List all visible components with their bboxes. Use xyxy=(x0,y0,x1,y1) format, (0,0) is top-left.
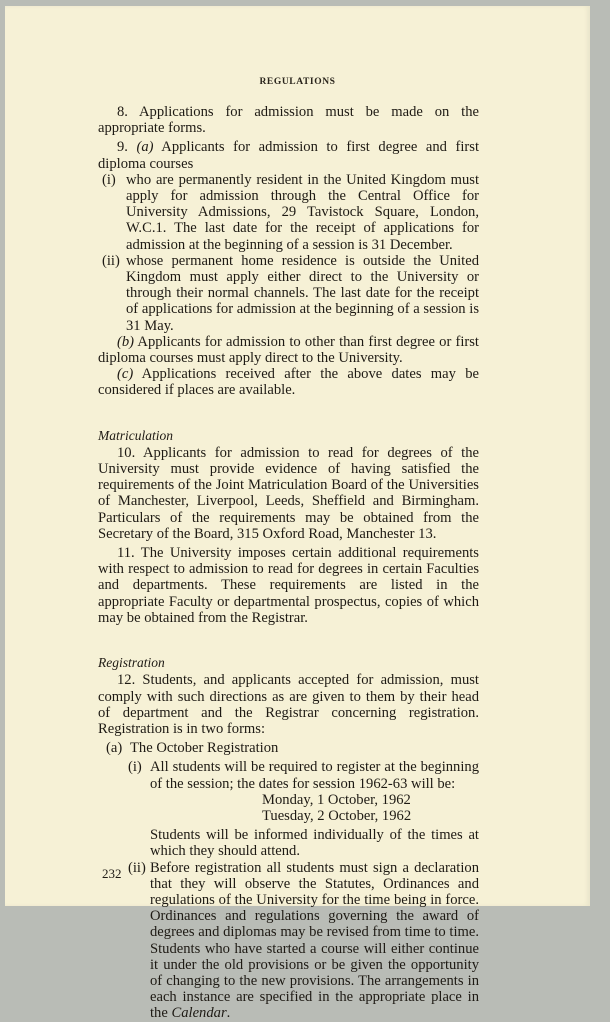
clause-text: who are permanently resident in the United Kingdom must apply for admission through the Central Office for University Admissions, 29 Tavistock Square, London, W.C.1. The last date for the receipt of applications for admission at the beginning of a session is 31 December. xyxy=(126,171,479,253)
running-head: REGULATIONS xyxy=(259,77,336,87)
clause-label: (i) xyxy=(128,759,142,776)
paragraph-9c xyxy=(98,366,479,398)
clause-text: Applicants for admission to other than first degree or first diploma courses must apply direct to the University. xyxy=(98,333,479,367)
clause-9a-i xyxy=(98,172,479,253)
paragraph-11: 11. The University imposes certain additional requirements with respect to admission to read for degrees in certain Faculties and departments. These requirements are listed in the appropriate Faculty or departmental prospectus, copies of which may be obtained from the Registrar. xyxy=(98,545,479,626)
section-heading-matriculation: Matriculation xyxy=(98,427,173,443)
section-heading-registration: Registration xyxy=(98,655,165,671)
registration-date: Tuesday, 2 October, 1962 xyxy=(262,807,412,824)
clause-9a-ii xyxy=(98,253,479,334)
clause-body: Before registration all students must sign a declaration that they will observe the Statutes, Ordinances and regulations of the University for the time being in force. Ordinances and regulations governing the award of degrees and diplomas may be revised from time to time. Students who have started a course will either continue it under the old provisions or be given the opportunity of changing to the new provisions. The arrangements in each instance are specified in the appropriate place in the xyxy=(150,859,479,1022)
clause-12a-i xyxy=(98,759,479,791)
clause-12a xyxy=(98,740,479,756)
clause-label: (i) xyxy=(102,171,116,188)
clause-text xyxy=(150,860,479,1022)
calendar-reference: Calendar xyxy=(171,1005,227,1022)
paragraph-9b xyxy=(98,334,479,366)
clause-label: (ii) xyxy=(102,252,120,269)
document-page xyxy=(5,6,590,1022)
clause-label: (ii) xyxy=(128,859,146,876)
clause-text: Applicants for admission to first degree and first diploma courses xyxy=(98,139,480,172)
paragraph-number: 9. xyxy=(117,139,137,156)
registration-date: Monday, 1 October, 1962 xyxy=(262,791,411,808)
clause-text: Applications received after the above dates may be considered if places are available. xyxy=(98,366,479,399)
clause-end: . xyxy=(226,1005,231,1022)
paragraph-10: 10. Applicants for admission to read for degrees of the University must provide evidence of having satisfied the requirements of the Joint Matriculation Board of the Universities of Manchester, Liverpool, Leeds, Sheffield and Birmingham. Particulars of the requirements may be obtained from the Secretary of the Board, 315 Oxford Road, Manchester 13. xyxy=(98,444,479,542)
page-number: 232 xyxy=(102,866,122,881)
paragraph-8: 8. Applications for admission must be made on the appropriate forms. xyxy=(98,104,479,137)
paragraph-12: 12. Students, and applicants accepted for admission, must comply with such directions as are given to them by their head of department and the Registrar concerning registration. Registration is in two forms: xyxy=(98,672,479,737)
page-body xyxy=(98,104,479,1022)
clause-letter: (c) xyxy=(117,366,134,383)
clause-label: (a) xyxy=(106,740,123,757)
clause-12a-ii xyxy=(98,860,479,1022)
paragraph-9a xyxy=(98,139,479,171)
clause-text: All students will be required to register at the beginning of the session; the dates for session 1962-63 will be: xyxy=(150,759,479,792)
clause-letter: (b) xyxy=(117,333,135,350)
clause-text: The October Registration xyxy=(130,740,279,757)
clause-text: whose permanent home residence is outside the United Kingdom must apply either direct to the University or through their normal channels. The last date for the receipt of applications for admission at the beginning of a session is 31 May. xyxy=(126,252,479,334)
clause-letter: (a) xyxy=(136,139,154,156)
registration-dates xyxy=(98,792,479,824)
clause-12a-i-note: Students will be informed individually of the times at which they should attend. xyxy=(150,827,479,860)
